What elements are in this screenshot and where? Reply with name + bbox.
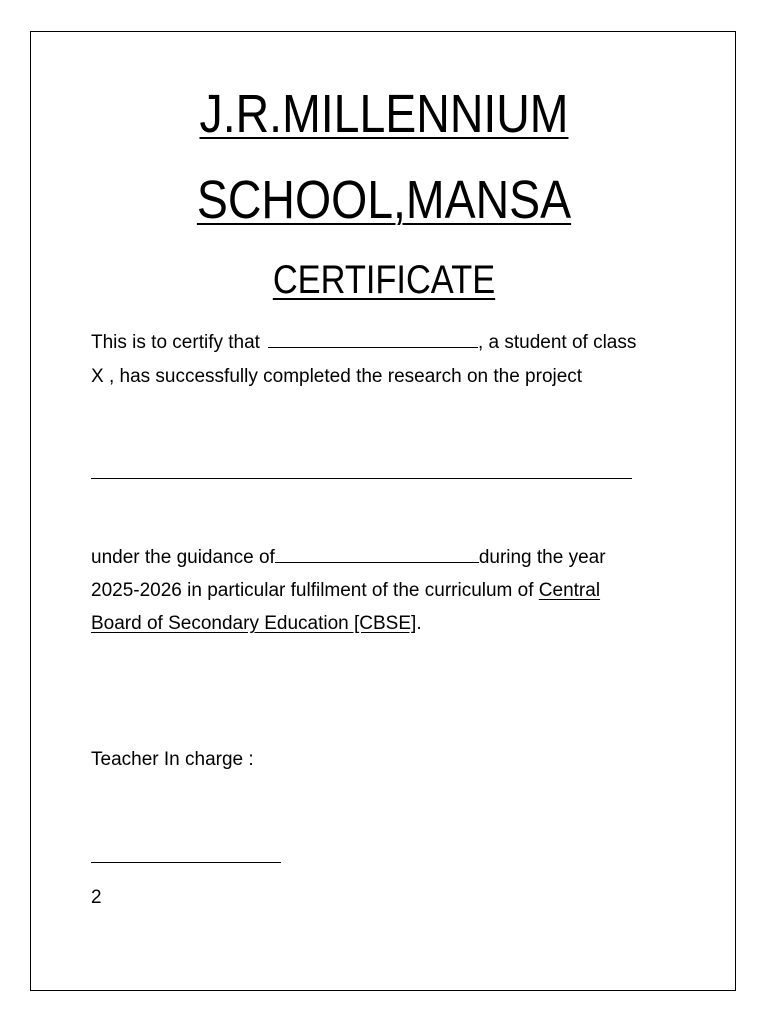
guidance-suffix: during the year: [478, 547, 606, 568]
board-name-part2: Board of Secondary Education [CBSE]: [91, 613, 417, 634]
guidance-prefix: under the guidance of: [91, 547, 275, 568]
board-name-part1: Central: [538, 580, 601, 601]
certify-prefix: This is to certify that: [91, 332, 260, 353]
year-line: [91, 579, 600, 603]
certificate-title: CERTIFICATE: [272, 258, 496, 302]
certify-suffix: , a student of class: [477, 332, 637, 353]
teacher-label: Teacher In charge :: [91, 749, 254, 770]
guidance-line: [91, 546, 606, 570]
school-name-line2: SCHOOL,MANSA: [196, 170, 572, 230]
board-period: .: [416, 613, 422, 634]
board-line: [91, 612, 422, 636]
year-text: 2025-2026 in particular fulfilment of the curriculum of: [91, 580, 534, 601]
certify-line: [91, 331, 636, 355]
page-number: 2: [91, 887, 102, 908]
class-line: X , has successfully completed the research on the project: [91, 366, 583, 387]
student-name-blank[interactable]: [268, 346, 478, 348]
school-name-line1: J.R.MILLENNIUM: [199, 84, 569, 144]
teacher-signature-blank[interactable]: [91, 862, 281, 863]
guide-name-blank[interactable]: [275, 561, 479, 563]
project-name-blank[interactable]: [91, 478, 632, 479]
